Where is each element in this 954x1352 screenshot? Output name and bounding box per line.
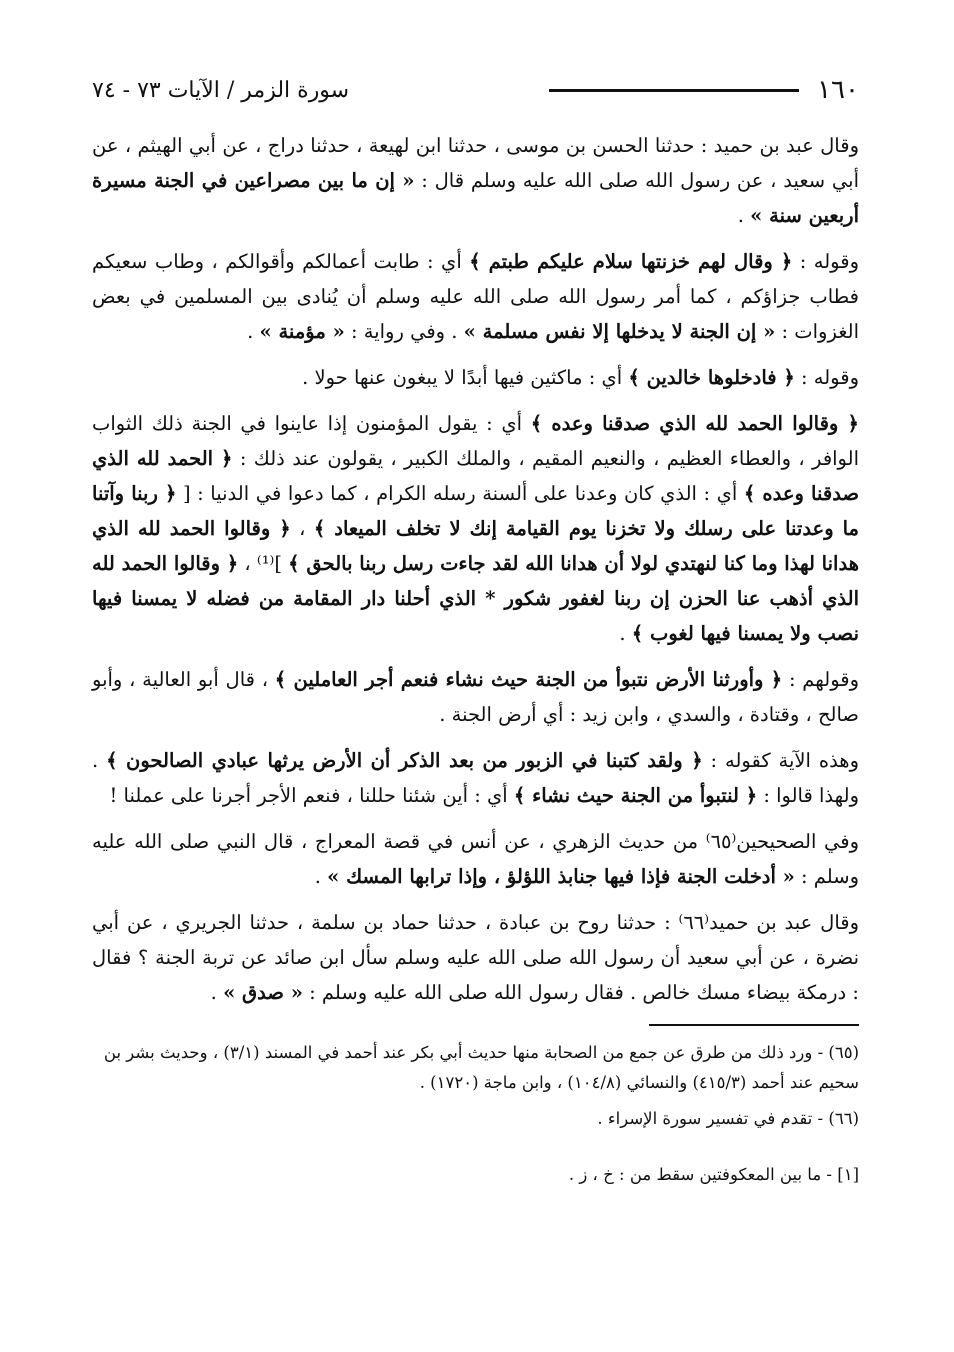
text-run: وفي الصحيحين⁽٦٥⁾ من حديث الزهري ، عن أنس في قصة المعراج ، قال النبي صلى الله عليه وسلم : [92, 830, 859, 888]
text-run: . [210, 981, 224, 1004]
text-run: وقال عبد بن حميد⁽٦٦⁾ : حدثنا روح بن عبادة ، حدثنا حماد بن سلمة ، حدثنا الجريري ، عن أبي نضرة ، عن أبي سعيد أن رسول الله صلى الله عليه وسلم سأل ابن صائد عن تربة الجنة ؟ فقال : درمكة بيضاء مسك خالص . فقال رسول الله صلى الله عليه وسلم : [92, 911, 860, 1004]
paragraph [92, 406, 859, 651]
quoted-text: « إن الجنة لا يدخلها إلا نفس مسلمة » [463, 320, 776, 343]
page-number: ١٦٠ [817, 75, 859, 105]
quoted-text: ﴿ وقالوا الحمد لله الذي هدانا لهذا وما كنا لنهتدي لولا أن هدانا الله لقد جاءت رسل ربنا بالحق ﴾ [92, 517, 859, 575]
text-run: أي : ماكثين فيها أبدًا لا يبغون عنها حولا . [302, 366, 629, 389]
page-header [92, 70, 859, 110]
paragraph [92, 824, 859, 894]
text-run: وهذه الآية كقوله : [702, 749, 860, 772]
footnote-65: (٦٥) - ورد ذلك من طرق عن جمع من الصحابة منها حديث أبي بكر عند أحمد في المسند (٣/١) ، وحديث بشر بن سحيم عند أحمد (٤١٥/٣) والنسائي (١٠٤/٨) ، وابن ماجة (١٧٢٠) . [103, 1043, 859, 1092]
text-run: . [619, 622, 632, 645]
text-run: . ولهذا قالوا : [92, 749, 859, 807]
text-run: أي : يقول المؤمنون إذا عاينوا في الجنة ذلك الثواب الوافر ، والعطاء العظيم ، والنعيم المقيم ، والملك الكبير ، يقولون عند ذلك : [92, 412, 859, 470]
quoted-text: ﴿ ولقد كتبنا في الزبور من بعد الذكر أن الأرض يرثها عبادي الصالحون ﴾ [106, 749, 703, 772]
text-run: . [247, 320, 260, 343]
footnote-separator [649, 1024, 859, 1026]
text-run: ]⁽¹⁾ ، [238, 552, 289, 575]
text-run: وقوله : [792, 250, 859, 273]
paragraph [92, 360, 859, 395]
text-run: . وفي رواية : [344, 320, 464, 343]
paragraph [92, 743, 859, 813]
text-run: ، قال أبو العالية ، وأبو صالح ، وقتادة ، والسدي ، وابن زيد : أي أرض الجنة . [92, 668, 859, 726]
text-run: وقولهم : [782, 668, 860, 691]
text-run: أي : أين شئنا حللنا ، فنعم الأجر أجرنا على عملنا ! [109, 784, 514, 807]
text-run: وقال عبد بن حميد : حدثنا الحسن بن موسى ، حدثنا ابن لهيعة ، حدثنا دراج ، عن أبي الهيثم ، عن أبي سعيد ، عن رسول الله صلى الله عليه وسلم قال : [92, 134, 859, 192]
quoted-text: ﴿ الحمد لله الذي صدقنا وعده ﴾ [92, 447, 859, 505]
footnotes [92, 1038, 859, 1134]
quoted-text: « أدخلت الجنة فإذا فيها جنابذ اللؤلؤ ، وإذا ترابها المسك » [327, 865, 795, 888]
quoted-text: ﴿ لنتبوأ من الجنة حيث نشاء ﴾ [513, 784, 758, 807]
text-run: ، [290, 517, 314, 540]
paragraph [92, 662, 859, 732]
quoted-text: « إن ما بين مصراعين في الجنة مسيرة أربعين سنة » [92, 169, 859, 227]
quoted-text: « صدق » [223, 981, 303, 1004]
paragraph [92, 905, 859, 1010]
quoted-text: ﴿ وقالوا الحمد لله الذي صدقنا وعده ﴾ [530, 412, 859, 435]
quoted-text: ﴿ فادخلوها خالدين ﴾ [628, 366, 795, 389]
quoted-text: « مؤمنة » [259, 320, 345, 343]
quoted-text: ﴿ وقالوا الحمد لله الذي أذهب عنا الحزن إن ربنا لغفور شكور * الذي أحلنا دار المقامة من فضله لا يمسنا فيها نصب ولا يمسنا فيها لغوب ﴾ [92, 552, 859, 645]
paragraph [92, 128, 859, 233]
header-rule [549, 89, 799, 92]
running-head: سورة الزمر / الآيات ٧٣ - ٧٤ [92, 77, 350, 103]
paragraph [92, 244, 859, 349]
text-run: أي : طابت أعمالكم وأقوالكم ، وطاب سعيكم فطاب جزاؤكم ، كما أمر رسول الله صلى الله عليه وسلم أن يُنادى بين المسلمين في بعض الغزوات : [92, 250, 859, 343]
text-run: أي : الذي كان وعدنا على ألسنة رسله الكرام ، كما دعوا في الدنيا : [ [176, 482, 744, 505]
main-text [92, 128, 859, 1010]
text-run: . [314, 865, 328, 888]
text-run: . [737, 204, 751, 227]
editor-note: [١] - ما بين المعكوفتين سقط من : خ ، ز . [568, 1165, 859, 1184]
quoted-text: ﴿ وأورثنا الأرض نتبوأ من الجنة حيث نشاء فنعم أجر العاملين ﴾ [274, 668, 783, 691]
footnote-66: (٦٦) - تقدم في تفسير سورة الإسراء . [597, 1109, 859, 1128]
quoted-text: ﴿ وقال لهم خزنتها سلام عليكم طبتم ﴾ [469, 250, 793, 273]
text-run: وقوله : [794, 366, 859, 389]
quoted-text: ﴿ ربنا وآتنا ما وعدتنا على رسلك ولا تخزنا يوم القيامة إنك لا تخلف الميعاد ﴾ [92, 482, 860, 540]
